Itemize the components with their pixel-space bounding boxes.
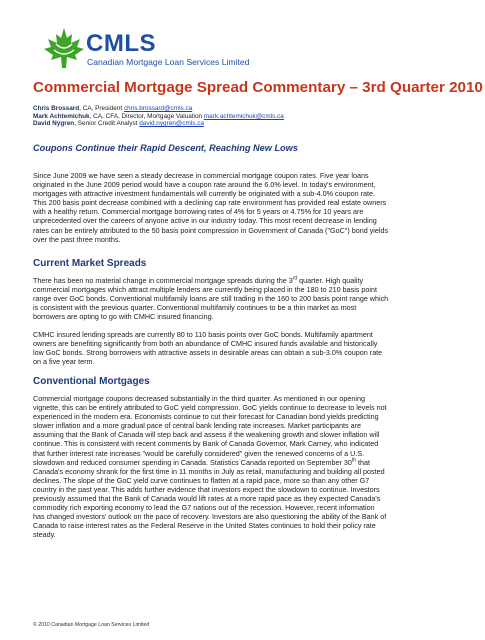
- text-line: Canada to raise interest rates as the Federal Reserve in the United States continues to hold their policy rate: [33, 521, 376, 531]
- text-line: CMHC insured lending spreads are currently 80 to 110 basis points over GoC bonds. Multifamily apartment: [33, 330, 373, 339]
- text-line: [33, 276, 457, 285]
- text-line: previously assumed that the Bank of Canada would lift rates at a more rapid pace as they expected Canada's: [33, 494, 381, 504]
- text-line: continue. This is consistent with recent comments by Bank of Canada Governor, Mark Carney, who indicated: [33, 439, 379, 449]
- text-line: owners are benefiting significantly from both an abundance of CMHC insured funds available and historically: [33, 339, 378, 349]
- text-line: country in the past year. This adds further evidence that investors expect the slowdown to continue. Investors: [33, 484, 380, 494]
- author-list: [33, 105, 284, 128]
- text-line: range over GoC bonds. Conventional multifamily loans are still trading in the 160 to 200 basis point range which: [33, 294, 389, 304]
- text-line: originated in the June 2009 period would have a coupon rate around the 6.0% level. In today's environment,: [33, 180, 376, 190]
- logo-subtitle: Canadian Mortgage Loan Services Limited: [87, 57, 250, 67]
- paragraph-spreads-2: [33, 330, 457, 366]
- company-logo: [42, 26, 262, 72]
- text-line: has changed investors' outlook on the pace of recovery. Investors are also questioning the ability of the Bank of: [33, 512, 387, 522]
- text-line: with a healthy return. Commercial mortgage borrowing rates of 4% for 5 years or 4.75% for 10 years are: [33, 207, 364, 217]
- author-role: , CA, President: [79, 105, 124, 112]
- text-line: low GoC bonds. Strong borrowers with attractive assets in desirable areas can obtain a sub-3.0% coupon rate: [33, 348, 383, 358]
- text-line: commodity rich exporting economy to lead the G7 nations out of the recession. However, recent information: [33, 503, 375, 513]
- text-line: slower inflation and a more gradual pace of central bank lending rate increases. Market participants are: [33, 421, 362, 431]
- author-email-link[interactable]: mark.achtemichuk@cmls.ca: [203, 112, 284, 120]
- author-line: [33, 105, 284, 113]
- text-line: commercial mortgages which attract multiple lenders are currently being placed in the 180 to 210 basis point: [33, 285, 377, 295]
- author-email-link[interactable]: david.nygren@cmls.ca: [139, 120, 204, 128]
- text-line: mortgages with attractive investment fundamentals will currently be originated with a sub-4.0% coupon rate.: [33, 189, 375, 199]
- text-line: is consistent with the previous quarter. Conventional multifamily continues to be a thin market as most: [33, 303, 357, 313]
- author-line: [33, 113, 284, 121]
- paragraph-conventional: [33, 394, 457, 540]
- text-line: [33, 458, 457, 467]
- superscript: rd: [292, 275, 298, 282]
- paragraph-coupons: [33, 171, 457, 244]
- section-heading-spreads: Current Market Spreads: [33, 258, 147, 269]
- text-line: rates can be entirely attributed to the 50 basis point compression in Government of Canada ("GoC") bond yields: [33, 225, 389, 235]
- author-name: Chris Brossard: [33, 105, 80, 112]
- text-run: There has been no material change in commercial mortgage spreads during the 3: [33, 276, 293, 285]
- text-run: slowdown and reduced consumer spending in Canada. Statistics Canada reported on September 30: [33, 457, 352, 467]
- text-line: vignette, this can be entirely attributed to GoC yield compression. GoC yields continue to decrease to levels not: [33, 403, 387, 413]
- copyright-footer: © 2010 Canadian Mortgage Loan Services Limited: [33, 622, 150, 628]
- text-line: on a five year term.: [33, 357, 95, 367]
- superscript: th: [351, 457, 357, 464]
- text-line: that further interest rate increases "would be carefully considered" given the renewed concerns of a U.S.: [33, 448, 365, 458]
- text-line: unprecedented over the careers of anyone active in our industry today. This most recent decrease in lending: [33, 216, 377, 226]
- author-name: Mark Achtemichuk: [33, 112, 90, 120]
- author-line: [33, 120, 284, 128]
- author-role: , Senior Credit Analyst: [74, 120, 140, 128]
- text-line: Since June 2009 we have seen a steady decrease in commercial mortgage coupon rates. Five year loans: [33, 171, 369, 180]
- text-run: quarter. High quality: [297, 276, 364, 285]
- text-line: over the past three months.: [33, 234, 121, 244]
- text-run: that: [356, 457, 371, 467]
- text-line: This 200 basis point decrease combined with a declining cap rate environment has provided real estate owners: [33, 198, 387, 208]
- section-heading-conventional: Conventional Mortgages: [33, 376, 150, 387]
- text-line: steady.: [33, 530, 56, 540]
- maple-leaf-icon: [42, 26, 86, 70]
- section-heading-coupons: Coupons Continue their Rapid Descent, Reaching New Lows: [33, 143, 298, 153]
- text-line: borrowers are opting to go with CMHC insured financing.: [33, 312, 214, 322]
- author-email-link[interactable]: chris.brossard@cmls.ca: [123, 105, 193, 112]
- author-name: David Nygren: [33, 120, 75, 128]
- page-title: Commercial Mortgage Spread Commentary – 3rd Quarter 2010: [33, 79, 483, 96]
- author-role: , CA, CFA, Director, Mortgage Valuation: [89, 112, 204, 120]
- text-line: Commercial mortgage coupons decreased substantially in the third quarter. As mentioned in our opening: [33, 394, 366, 403]
- logo-wordmark: CMLS: [86, 30, 156, 57]
- text-line: Canada's economy shrank for the first time in 11 months in July as retail, manufacturing and building all posted: [33, 466, 385, 476]
- text-line: declines. The slope of the GoC yield curve continues to flatten at a rapid pace, more so than any other G7: [33, 475, 370, 485]
- text-line: assuming that the Bank of Canada will step back and assess if the weakening growth and slower inflation will: [33, 430, 380, 440]
- paragraph-spreads-1: [33, 276, 457, 321]
- text-line: experienced in the modern era. Economists continue to cut their forecast for Canadian bond yields predicting: [33, 412, 379, 422]
